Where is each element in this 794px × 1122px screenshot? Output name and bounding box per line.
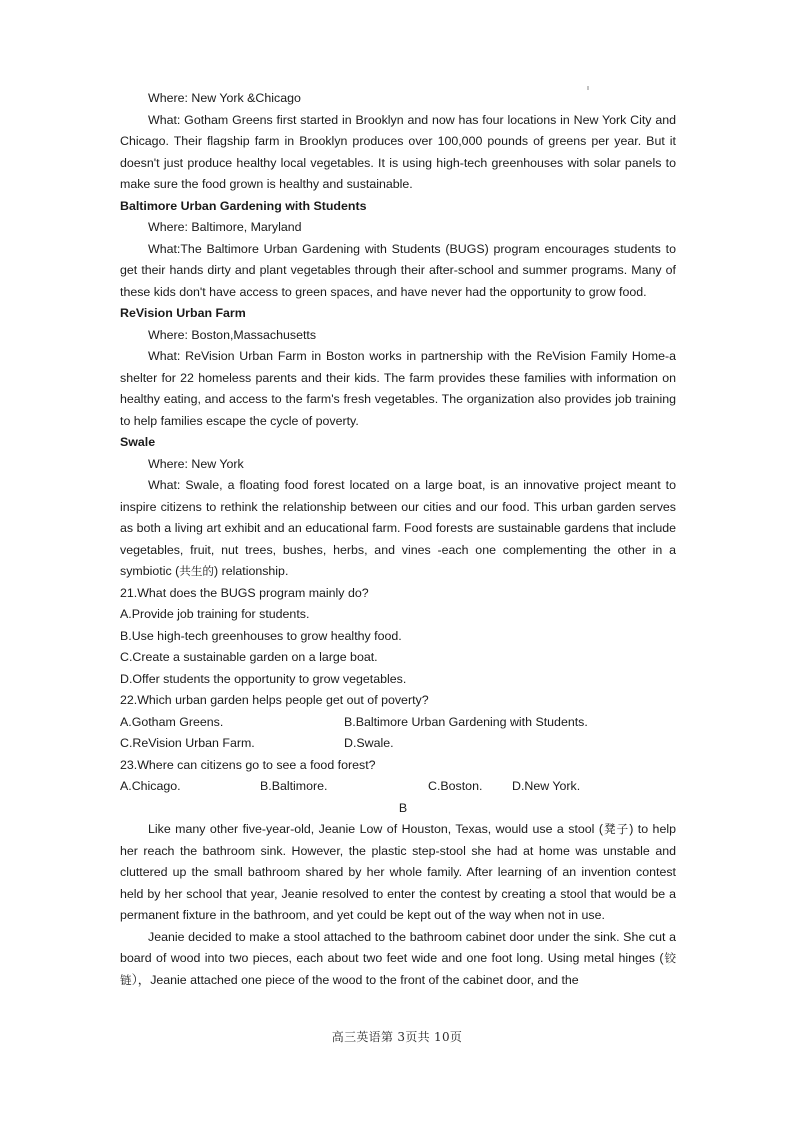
question-21-option-b[interactable]: B.Use high-tech greenhouses to grow healthy food. [120, 628, 402, 643]
section-b-paragraph-1 [120, 819, 676, 927]
question-23-stem: 23.Where can citizens go to see a food forest? [120, 757, 376, 772]
question-21-option-a[interactable]: A.Provide job training for students. [120, 607, 310, 621]
question-21-option-c[interactable]: C.Create a sustainable garden on a large boat. [120, 650, 378, 664]
question-22-option-c[interactable]: C.ReVision Urban Farm. [120, 736, 255, 750]
revision-heading: ReVision Urban Farm [120, 306, 246, 320]
swale-what-text-1: What: Swale, a floating food forest located on a large boat, is an innovative project meant to inspire citizens to rethink the relationship between our cities and our food. This urban garden serves as both a living art exhibit and an educational farm. Food forests are sustainable gardens that include vegetables, fruit, nut trees, bushes, herbs, and vines -each one complementing the other in a symbiotic ( [120, 478, 676, 578]
section-b-gloss-hinges: 铰链 [120, 951, 676, 987]
question-22-options-row-1 [120, 712, 676, 734]
question-23-option-b[interactable]: B.Baltimore. [260, 779, 328, 793]
bugs-heading: Baltimore Urban Gardening with Students [120, 198, 367, 213]
gotham-what: What: Gotham Greens first started in Brooklyn and now has four locations in New York City and Chicago. Their flagship farm in Brooklyn produces over 100,000 pounds of greens per year. But it doesn't just produce healthy local vegetables. It is using high-tech greenhouses with solar panels to make sure the food grown is healthy and sustainable. [120, 112, 676, 191]
revision-what: What: ReVision Urban Farm in Boston works in partnership with the ReVision Family Home-a shelter for 22 homeless parents and their kids. The farm provides these families with information on healthy eating, and access to the farm's fresh vegetables. The organization also provides job training to help families escape the cycle of poverty. [120, 349, 676, 428]
bugs-what: What:The Baltimore Urban Gardening with Students (BUGS) program encourages students to get their hands dirty and plant vegetables through their after-school and summer programs. Many of these kids don't have access to green spaces, and have never had the opportunity to grow food. [120, 241, 676, 299]
swale-what-text-2: ) relationship. [214, 564, 289, 578]
question-22-options-row-2 [120, 733, 676, 755]
question-21-stem: 21.What does the BUGS program mainly do? [120, 585, 369, 600]
section-b-p1-text-2: ) to help her reach the bathroom sink. However, the plastic step-stool she had at home was unstable and cluttered up the small bathroom shared by her whole family. After learning of an invention contest held by her school that year, Jeanie resolved to enter the contest by creating a stool that would be a permanent fixture in the bathroom, and yet could be kept out of the way when not in use. [120, 822, 676, 922]
swale-gloss-symbiotic: 共生的 [179, 564, 215, 578]
bugs-where: Where: Baltimore, Maryland [148, 220, 302, 234]
question-23-options-row [120, 776, 676, 798]
section-b-p2-text-2: ），Jeanie attached one piece of the wood to the front of the cabinet door, and the [131, 972, 579, 987]
swale-what [120, 475, 676, 583]
page-footer: 高三英语第 3页共 10页 [331, 1030, 463, 1044]
section-b-gloss-stool: 凳子 [603, 822, 630, 836]
revision-where: Where: Boston,Massachusetts [148, 327, 317, 342]
section-b-p2-text-1: Jeanie decided to make a stool attached to the bathroom cabinet door under the sink. She cut a board of wood into two pieces, each about two feet wide and one foot long. Using metal hinges ( [120, 929, 676, 965]
section-b-letter: B [398, 800, 408, 815]
question-22-option-b[interactable]: B.Baltimore Urban Gardening with Students. [344, 714, 588, 729]
question-22-stem: 22.Which urban garden helps people get out of poverty? [120, 693, 429, 707]
swale-heading: Swale [120, 435, 156, 449]
question-22-option-d[interactable]: D.Swale. [344, 736, 394, 750]
section-b-paragraph-2 [120, 927, 676, 992]
section-b-p1-text-1: Like many other five-year-old, Jeanie Low of Houston, Texas, would use a stool ( [148, 822, 603, 836]
question-23-option-a[interactable]: A.Chicago. [120, 779, 181, 793]
question-23-option-d[interactable]: D.New York. [512, 779, 581, 793]
swale-where: Where: New York [148, 456, 244, 471]
gotham-where: Where: New York &Chicago [148, 91, 301, 105]
question-22-option-a[interactable]: A.Gotham Greens. [120, 714, 224, 729]
question-23-option-c[interactable]: C.Boston. [428, 779, 483, 793]
question-21-option-d[interactable]: D.Offer students the opportunity to grow vegetables. [120, 671, 407, 686]
page-content [120, 88, 676, 991]
